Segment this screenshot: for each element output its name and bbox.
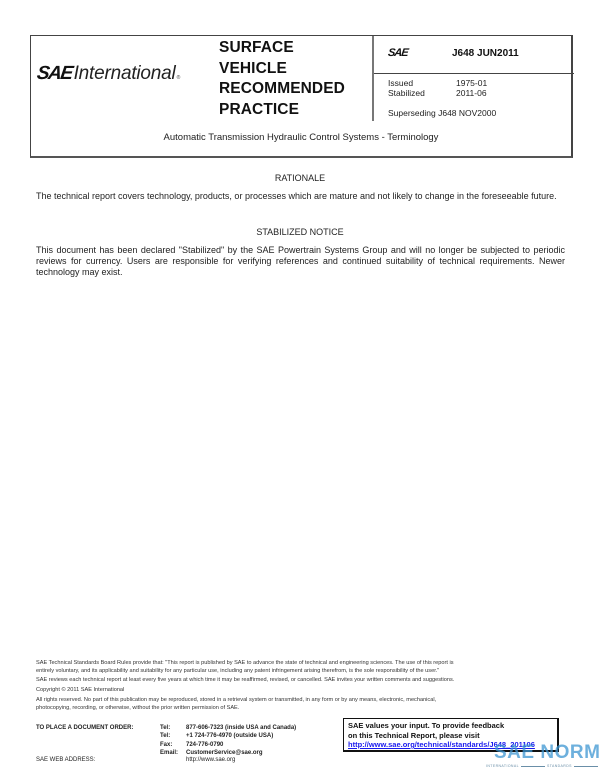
legal-notice xyxy=(36,660,566,712)
fax-number: 724-776-0790 xyxy=(186,741,224,748)
doc-type-line: PRACTICE xyxy=(219,100,300,118)
logo-sae-mark: SAE xyxy=(35,63,74,84)
order-row xyxy=(36,741,296,749)
web-address-row xyxy=(36,757,235,763)
contact-key: Tel: xyxy=(160,725,171,731)
legal-line: All rights reserved. No part of this publication may be reproduced, stored in a retrieval system or transmitted, in any form or by any means, electronic, mechanical, xyxy=(36,696,437,703)
stabilized-notice-heading: STABILIZED NOTICE xyxy=(256,227,344,237)
sae-norm-watermark xyxy=(486,742,600,772)
legal-line: SAE Technical Standards Board Rules provide that: "This report is published by SAE to advance the state of technical and engineering sciences. The use of this report is xyxy=(36,660,454,666)
watermark-subtitle: INTERNATIONAL STANDARDS xyxy=(486,764,600,768)
document-title: Automatic Transmission Hydraulic Control Systems - Terminology xyxy=(163,132,439,143)
stabilized-value: 2011-06 xyxy=(456,88,487,98)
order-label: TO PLACE A DOCUMENT ORDER: xyxy=(36,725,134,731)
phone-domestic[interactable]: 877-606-7323 (inside USA and Canada) xyxy=(186,725,297,731)
feedback-line: on this Technical Report, please visit xyxy=(348,730,480,740)
stabilized-row xyxy=(388,88,487,98)
legal-line: SAE reviews each technical report at least every five years at which time it may be reaffirmed, revised, or cancelled. SAE invites your written comments and suggestions. xyxy=(36,677,455,684)
registered-mark: ® xyxy=(176,75,181,81)
legal-line: entirely voluntary, and its applicability and suitability for any particular use, including any patent infringement arising therefrom, is the sole responsibility of the user." xyxy=(36,667,440,674)
document-info-panel xyxy=(372,36,572,121)
sae-mini-logo: SAE xyxy=(387,47,409,59)
rationale-heading: RATIONALE xyxy=(274,173,326,183)
logo-international-text: International xyxy=(73,63,176,84)
web-address-link[interactable]: http://www.sae.org xyxy=(186,757,236,763)
superseding-note: Superseding J648 NOV2000 xyxy=(388,108,497,118)
doc-type-line: VEHICLE xyxy=(219,59,287,77)
order-contact-info xyxy=(36,724,296,758)
contact-key: Email: xyxy=(160,750,179,757)
issued-value: 1975-01 xyxy=(456,78,488,88)
issued-label: Issued xyxy=(388,78,414,88)
contact-key: Fax: xyxy=(160,741,173,748)
watermark-text: SAE NORM xyxy=(494,742,600,763)
document-dates xyxy=(388,78,487,98)
copyright-line: Copyright © 2011 SAE International xyxy=(36,687,125,694)
feedback-line: SAE values your input. To provide feedback xyxy=(348,721,505,730)
stabilized-label: Stabilized xyxy=(388,88,425,98)
order-row xyxy=(36,732,296,740)
stabilized-notice-text: This document has been declared "Stabilized" by the SAE Powertrain Systems Group and will no longer be subjected to periodic reviews for currency. Users are responsible for verifying references and continued suitability of technical requirements. Newer technology may exist. xyxy=(36,245,565,277)
doc-type-line: RECOMMENDED xyxy=(219,80,345,97)
contact-key: Tel: xyxy=(160,733,171,740)
rationale-text: The technical report covers technology, products, or processes which are mature and not likely to change in the foreseeable future. xyxy=(36,191,557,201)
phone-international[interactable]: +1 724-776-4970 (outside USA) xyxy=(186,733,274,740)
doc-id-row xyxy=(374,36,574,74)
document-header xyxy=(30,35,573,158)
feedback-link[interactable]: http://www.sae.org/technical/standards/J648_201106 xyxy=(348,740,535,749)
document-number: J648 JUN2011 xyxy=(452,48,519,59)
document-type xyxy=(219,38,345,120)
order-row xyxy=(36,724,296,732)
email-address[interactable]: CustomerService@sae.org xyxy=(186,750,263,757)
issued-row xyxy=(388,78,487,88)
sae-international-logo xyxy=(37,63,180,85)
doc-type-line: SURFACE xyxy=(219,39,294,56)
legal-line: photocopying, recording, or otherwise, without the prior written permission of SAE. xyxy=(36,704,240,711)
web-address-label: SAE WEB ADDRESS: xyxy=(36,757,96,763)
